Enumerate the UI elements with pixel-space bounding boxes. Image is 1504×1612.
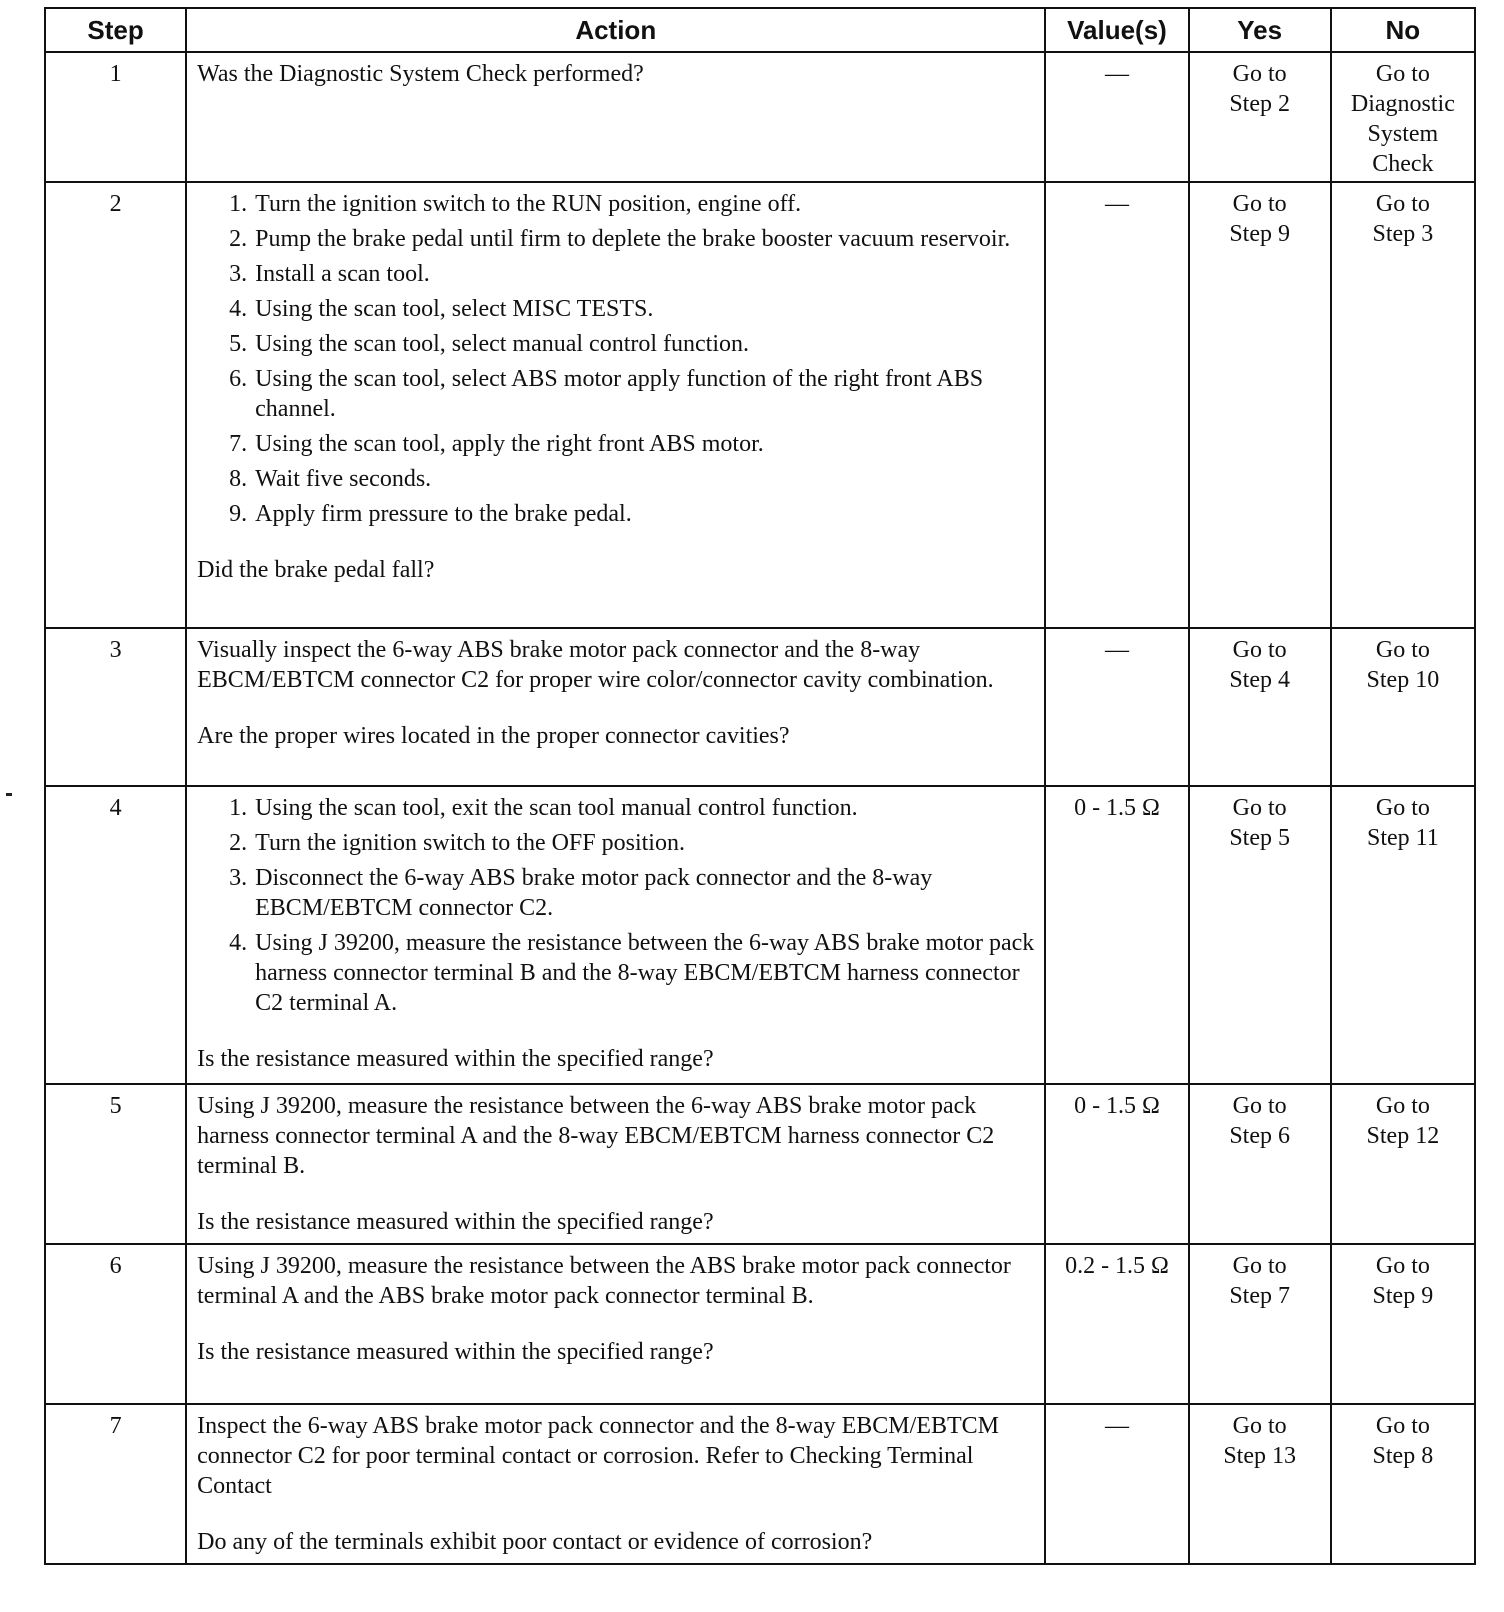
action-step-item: 6. Using the scan tool, select ABS motor apply function of the right front ABS channel. (253, 364, 1034, 424)
header-step: Step (45, 8, 186, 52)
yes-goto-line: Go to (1232, 1413, 1287, 1439)
action-cell (186, 1404, 1045, 1564)
yes-goto-line: Go to (1232, 191, 1287, 217)
header-values: Value(s) (1045, 8, 1188, 52)
action-question: Do any of the terminals exhibit poor contact or evidence of corrosion? (197, 1529, 873, 1555)
action-step-item: 9. Apply firm pressure to the brake pedal. (253, 499, 1034, 529)
no-cell (1331, 786, 1475, 1084)
yes-goto-line: Go to (1232, 61, 1287, 87)
yes-goto-line: Step 9 (1229, 221, 1290, 247)
no-goto-line: Step 9 (1372, 1283, 1434, 1309)
action-step-item: 8. Wait five seconds. (253, 464, 1034, 494)
step-number: 7 (45, 1404, 186, 1564)
no-cell (1331, 1084, 1475, 1244)
action-step-item: 2. Turn the ignition switch to the OFF position. (253, 828, 1034, 858)
action-step-item: 3. Disconnect the 6-way ABS brake motor pack connector and the 8-way EBCM/EBTCM connector C2. (253, 863, 1034, 923)
step-number: 1 (45, 52, 186, 182)
yes-goto-line: Step 13 (1223, 1443, 1296, 1469)
no-cell (1331, 182, 1475, 628)
action-question: Did the brake pedal fall? (197, 557, 435, 583)
yes-goto-line: Step 7 (1229, 1283, 1290, 1309)
no-goto-line: Step 8 (1372, 1443, 1434, 1469)
action-question: Are the proper wires located in the proper connector cavities? (197, 723, 790, 749)
table-body (45, 52, 1475, 1564)
no-cell (1331, 1404, 1475, 1564)
action-steps-list (197, 189, 1034, 529)
table-row (45, 628, 1475, 786)
action-question: Is the resistance measured within the specified range? (197, 1046, 714, 1072)
action-text: Using J 39200, measure the resistance between the 6-way ABS brake motor pack harness connector terminal A and the 8-way EBCM/EBTCM harness connector C2 terminal B. (197, 1093, 995, 1179)
value-cell: — (1045, 182, 1188, 628)
no-goto-line: Check (1372, 151, 1434, 177)
step-number: 3 (45, 628, 186, 786)
action-text: Visually inspect the 6-way ABS brake motor pack connector and the 8-way EBCM/EBTCM connector C2 for proper wire color/connector cavity combination. (197, 637, 994, 693)
table-row (45, 182, 1475, 628)
no-cell (1331, 1244, 1475, 1404)
yes-goto-line: Go to (1232, 1253, 1287, 1279)
table-row (45, 786, 1475, 1084)
action-question: Is the resistance measured within the specified range? (197, 1209, 714, 1235)
yes-goto-line: Step 2 (1229, 91, 1290, 117)
value-cell: — (1045, 628, 1188, 786)
action-step-item: 4. Using J 39200, measure the resistance between the 6-way ABS brake motor pack harness connector terminal B and the 8-way EBCM/EBTCM harness connector C2 terminal A. (253, 928, 1034, 1018)
yes-cell (1189, 52, 1331, 182)
yes-cell (1189, 1404, 1331, 1564)
no-goto-line: Go to (1375, 61, 1430, 87)
yes-goto-line: Step 6 (1229, 1123, 1290, 1149)
step-number: 2 (45, 182, 186, 628)
step-number: 6 (45, 1244, 186, 1404)
value-cell: — (1045, 1404, 1188, 1564)
table-row (45, 52, 1475, 182)
value-cell: 0 - 1.5 Ω (1045, 1084, 1188, 1244)
value-cell: 0 - 1.5 Ω (1045, 786, 1188, 1084)
value-cell: 0.2 - 1.5 Ω (1045, 1244, 1188, 1404)
table-row (45, 1404, 1475, 1564)
yes-goto-line: Go to (1232, 795, 1287, 821)
yes-cell (1189, 182, 1331, 628)
yes-cell (1189, 1244, 1331, 1404)
no-goto-line: Diagnostic (1350, 91, 1455, 117)
yes-cell (1189, 1084, 1331, 1244)
scan-edge-mark (6, 793, 12, 796)
no-goto-line: Go to (1375, 1253, 1430, 1279)
step-number: 5 (45, 1084, 186, 1244)
no-goto-line: Go to (1375, 795, 1430, 821)
action-cell (186, 786, 1045, 1084)
header-action: Action (186, 8, 1045, 52)
action-step-item: 1. Using the scan tool, exit the scan tool manual control function. (253, 793, 1034, 823)
action-text: Using J 39200, measure the resistance between the ABS brake motor pack connector terminal A and the ABS brake motor pack connector terminal B. (197, 1253, 1011, 1309)
no-cell (1331, 52, 1475, 182)
action-step-item: 4. Using the scan tool, select MISC TESTS. (253, 294, 1034, 324)
step-number: 4 (45, 786, 186, 1084)
action-text: Inspect the 6-way ABS brake motor pack connector and the 8-way EBCM/EBTCM connector C2 for poor terminal contact or corrosion. Refer to Checking Terminal Contact (197, 1413, 999, 1499)
action-step-item: 2. Pump the brake pedal until firm to deplete the brake booster vacuum reservoir. (253, 224, 1034, 254)
action-step-item: 7. Using the scan tool, apply the right front ABS motor. (253, 429, 1034, 459)
no-goto-line: Step 3 (1372, 221, 1434, 247)
table-row (45, 1244, 1475, 1404)
no-goto-line: Go to (1375, 1093, 1430, 1119)
yes-cell (1189, 786, 1331, 1084)
no-goto-line: Go to (1375, 191, 1430, 217)
value-cell: — (1045, 52, 1188, 182)
diagnostic-table (44, 7, 1476, 1565)
yes-goto-line: Go to (1232, 1093, 1287, 1119)
no-goto-line: System (1367, 121, 1439, 147)
no-goto-line: Go to (1375, 637, 1430, 663)
yes-goto-line: Go to (1232, 637, 1287, 663)
action-step-item: 3. Install a scan tool. (253, 259, 1034, 289)
table-row (45, 1084, 1475, 1244)
action-cell (186, 1244, 1045, 1404)
no-goto-line: Step 12 (1366, 1123, 1440, 1149)
yes-goto-line: Step 4 (1229, 667, 1290, 693)
action-text: Was the Diagnostic System Check performed? (197, 61, 644, 87)
header-no: No (1331, 8, 1475, 52)
action-step-item: 5. Using the scan tool, select manual control function. (253, 329, 1034, 359)
no-cell (1331, 628, 1475, 786)
action-cell (186, 628, 1045, 786)
action-cell (186, 182, 1045, 628)
no-goto-line: Go to (1375, 1413, 1430, 1439)
yes-cell (1189, 628, 1331, 786)
action-steps-list (197, 793, 1034, 1018)
no-goto-line: Step 10 (1366, 667, 1440, 693)
action-question: Is the resistance measured within the specified range? (197, 1339, 714, 1365)
yes-goto-line: Step 5 (1229, 825, 1290, 851)
no-goto-line: Step 11 (1366, 825, 1439, 851)
header-yes: Yes (1189, 8, 1331, 52)
action-cell (186, 1084, 1045, 1244)
action-cell (186, 52, 1045, 182)
header-row (45, 8, 1475, 52)
action-step-item: 1. Turn the ignition switch to the RUN position, engine off. (253, 189, 1034, 219)
